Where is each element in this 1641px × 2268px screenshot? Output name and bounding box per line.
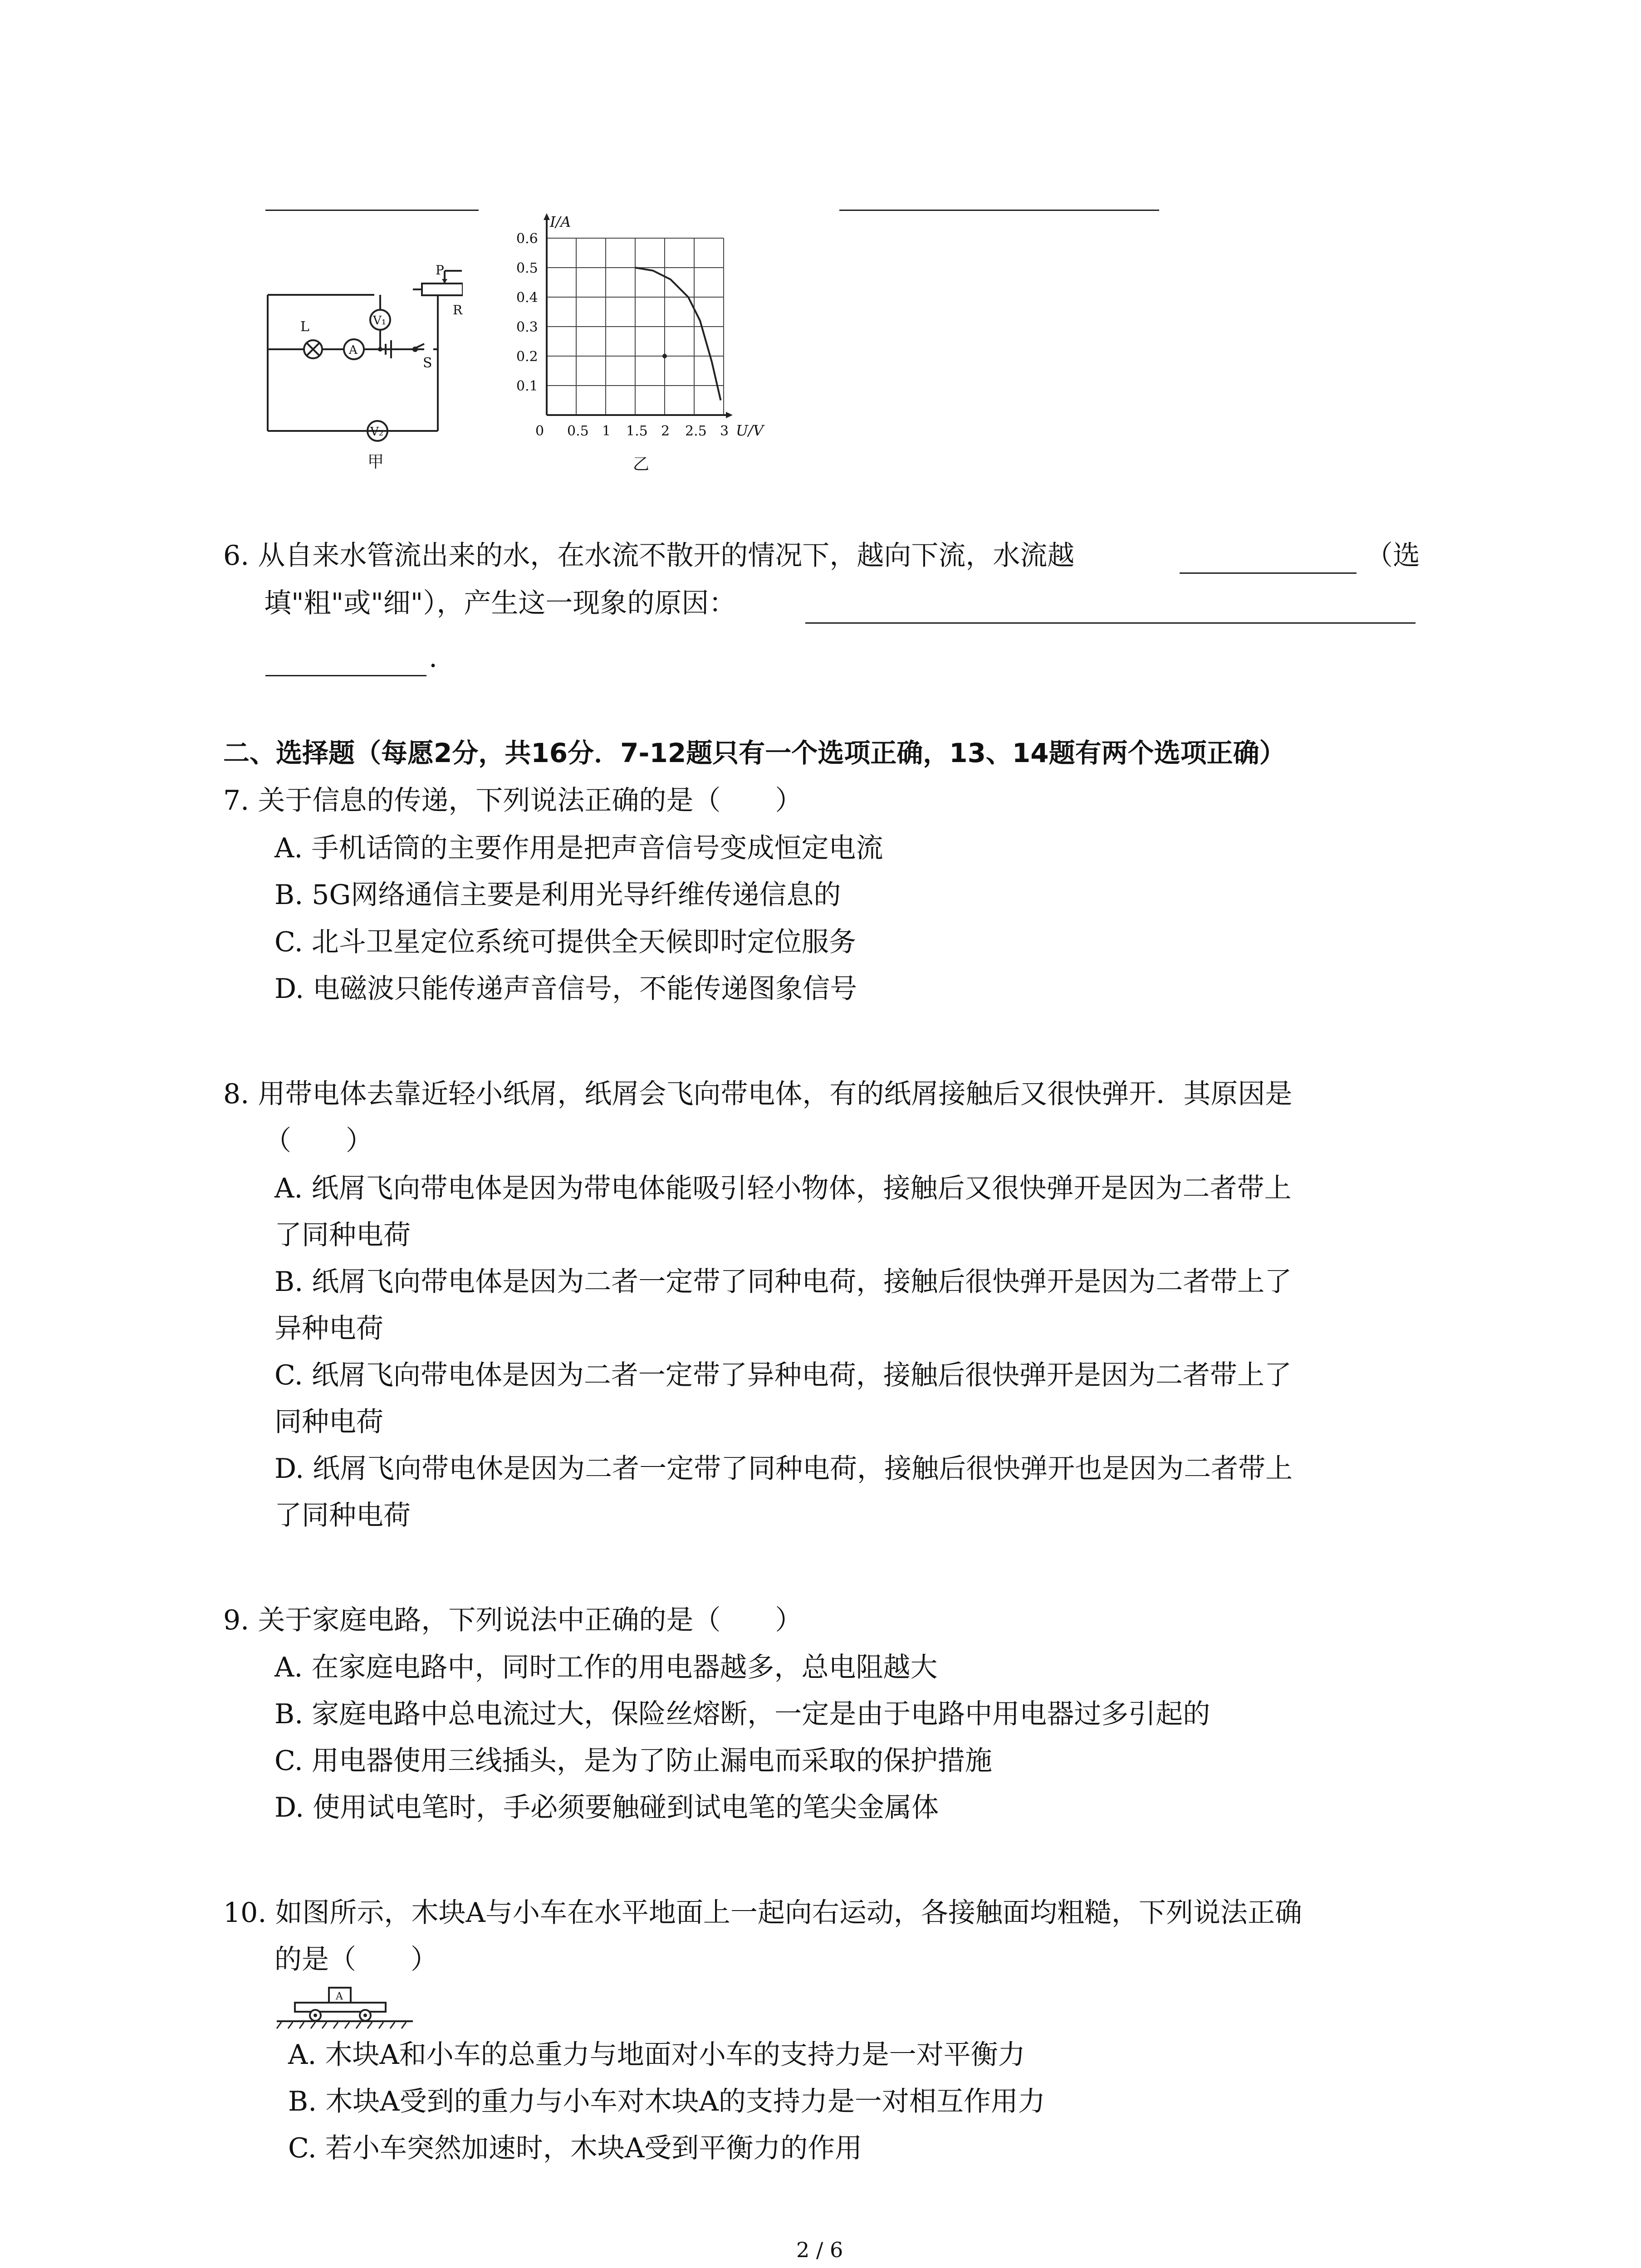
y-tick-label: 0.1 [516,378,538,394]
q7-stem: 7. 关于信息的传递，下列说法正确的是（ ） [223,785,803,816]
label-A: A [349,343,358,357]
answer-blank-top-right [839,210,1159,211]
x-axis-label: U/V [736,422,764,439]
y-tick-label: 0.4 [516,290,538,306]
q8-option-c-line1: C. 纸屑飞向带电体是因为二者一定带了异种电荷，接触后很快弹开是因为二者带上了 [274,1359,1292,1391]
x-tick-label: 2 [661,423,670,439]
q9-stem: 9. 关于家庭电路，下列说法中正确的是（ ） [223,1604,803,1636]
data-point [662,354,667,358]
cart-figure [272,1978,417,2037]
q6-text-a: 6. 从自来水管流出来的水，在水流不散开的情况下，越向下流，水流越 [223,540,1075,572]
q8-option-c-line2: 同种电荷 [274,1406,383,1438]
label-L: L [300,319,309,335]
graph-grid [547,238,724,415]
series-line [635,268,721,401]
q8-stem-line1: 8. 用带电体去靠近轻小纸屑，纸屑会飞向带电体，有的纸屑接触后又很快弹开．其原因是 [223,1078,1293,1110]
x-tick-label: 3 [720,423,729,439]
q6-blank-3 [265,675,426,676]
q7-option-a: A. 手机话筒的主要作用是把声音信号变成恒定电流 [274,832,883,864]
graph-caption: 乙 [633,455,650,474]
q6-blank-2 [805,622,1416,624]
q6-line1 [223,538,1074,574]
block-label: A [336,1991,343,2002]
q8-option-b-line1: B. 纸屑飞向带电体是因为二者一定带了同种电荷，接触后很快弹开是因为二者带上了 [274,1266,1292,1298]
q7-option-c: C. 北斗卫星定位系统可提供全天候即时定位服务 [274,926,856,958]
q10-stem-line1: 10. 如图所示，木块A与小车在水平地面上一起向右运动，各接触面均粗糙，下列说法正确 [223,1897,1302,1929]
circuit-caption: 甲 [367,453,384,471]
label-P: P [436,263,444,278]
q9-option-d: D. 使用试电笔时，手必须要触碰到试电笔的笔尖金属体 [274,1792,939,1823]
q8-option-d-line2: 了同种电荷 [274,1500,411,1531]
q10-option-c: C. 若小车突然加速时，木块A受到平衡力的作用 [288,2132,862,2164]
y-tick-label: 0.3 [516,319,538,335]
iu-graph [513,209,785,481]
y-tick-label: 0.6 [516,231,538,247]
y-axis-label: I/A [550,213,571,230]
y-tick-label: 0.2 [516,349,538,365]
x-tick-label: 1.5 [626,423,648,439]
answer-blank-top-left [265,210,479,211]
section-heading: 二、选择题（每愿2分，共16分．7-12题只有一个选项正确，13、14题有两个选项正确） [223,738,1286,768]
q10-option-b: B. 木块A受到的重力与小车对木块A的支持力是一对相互作用力 [288,2086,1045,2117]
label-V2: V₂ [370,425,384,439]
q7-option-d: D. 电磁波只能传递声音信号，不能传递图象信号 [274,973,857,1005]
q9-option-c: C. 用电器使用三线插头，是为了防止漏电而采取的保护措施 [274,1745,992,1777]
x-tick-label: 1 [602,423,611,439]
cart-body [295,2003,386,2012]
q8-option-a-line1: A. 纸屑飞向带电体是因为带电体能吸引轻小物体，接触后又很快弹开是因为二者带上 [274,1173,1292,1204]
page-number: 2 / 6 [796,2238,843,2262]
y-tick-label: 0.5 [516,260,538,276]
q9-option-a: A. 在家庭电路中，同时工作的用电器越多，总电阻越大 [274,1652,938,1683]
label-S: S [423,355,432,371]
q9-option-b: B. 家庭电路中总电流过大，保险丝熔断，一定是由于电路中用电器过多引起的 [274,1698,1210,1730]
q6-line2: 填"粗"或"细"），产生这一现象的原因： [264,587,736,619]
q6-line1-tail: （选 [1366,540,1420,572]
q6-blank-1 [1180,572,1357,574]
graph-axes [544,213,733,418]
q8-option-b-line2: 异种电荷 [274,1313,383,1344]
label-V1: V₁ [373,314,387,327]
label-R: R [453,303,463,318]
q8-option-a-line2: 了同种电荷 [274,1219,411,1251]
x-tick-label: 0.5 [567,423,589,439]
q8-option-d-line1: D. 纸屑飞向带电休是因为二者一定带了同种电荷，接触后很快弹开也是因为二者带上 [274,1453,1293,1485]
q10-option-a: A. 木块A和小车的总重力与地面对小车的支持力是一对平衡力 [288,2039,1025,2071]
origin-label: 0 [535,423,544,439]
q7-option-b: B. 5G网络通信主要是利用光导纤维传递信息的 [274,879,841,911]
q8-stem-line2: （ ） [264,1125,373,1157]
x-tick-label: 2.5 [685,423,707,439]
q10-stem-line2: 的是（ ） [274,1944,438,1975]
q6-line3-end: . [429,642,438,674]
rheostat-R [413,261,463,324]
